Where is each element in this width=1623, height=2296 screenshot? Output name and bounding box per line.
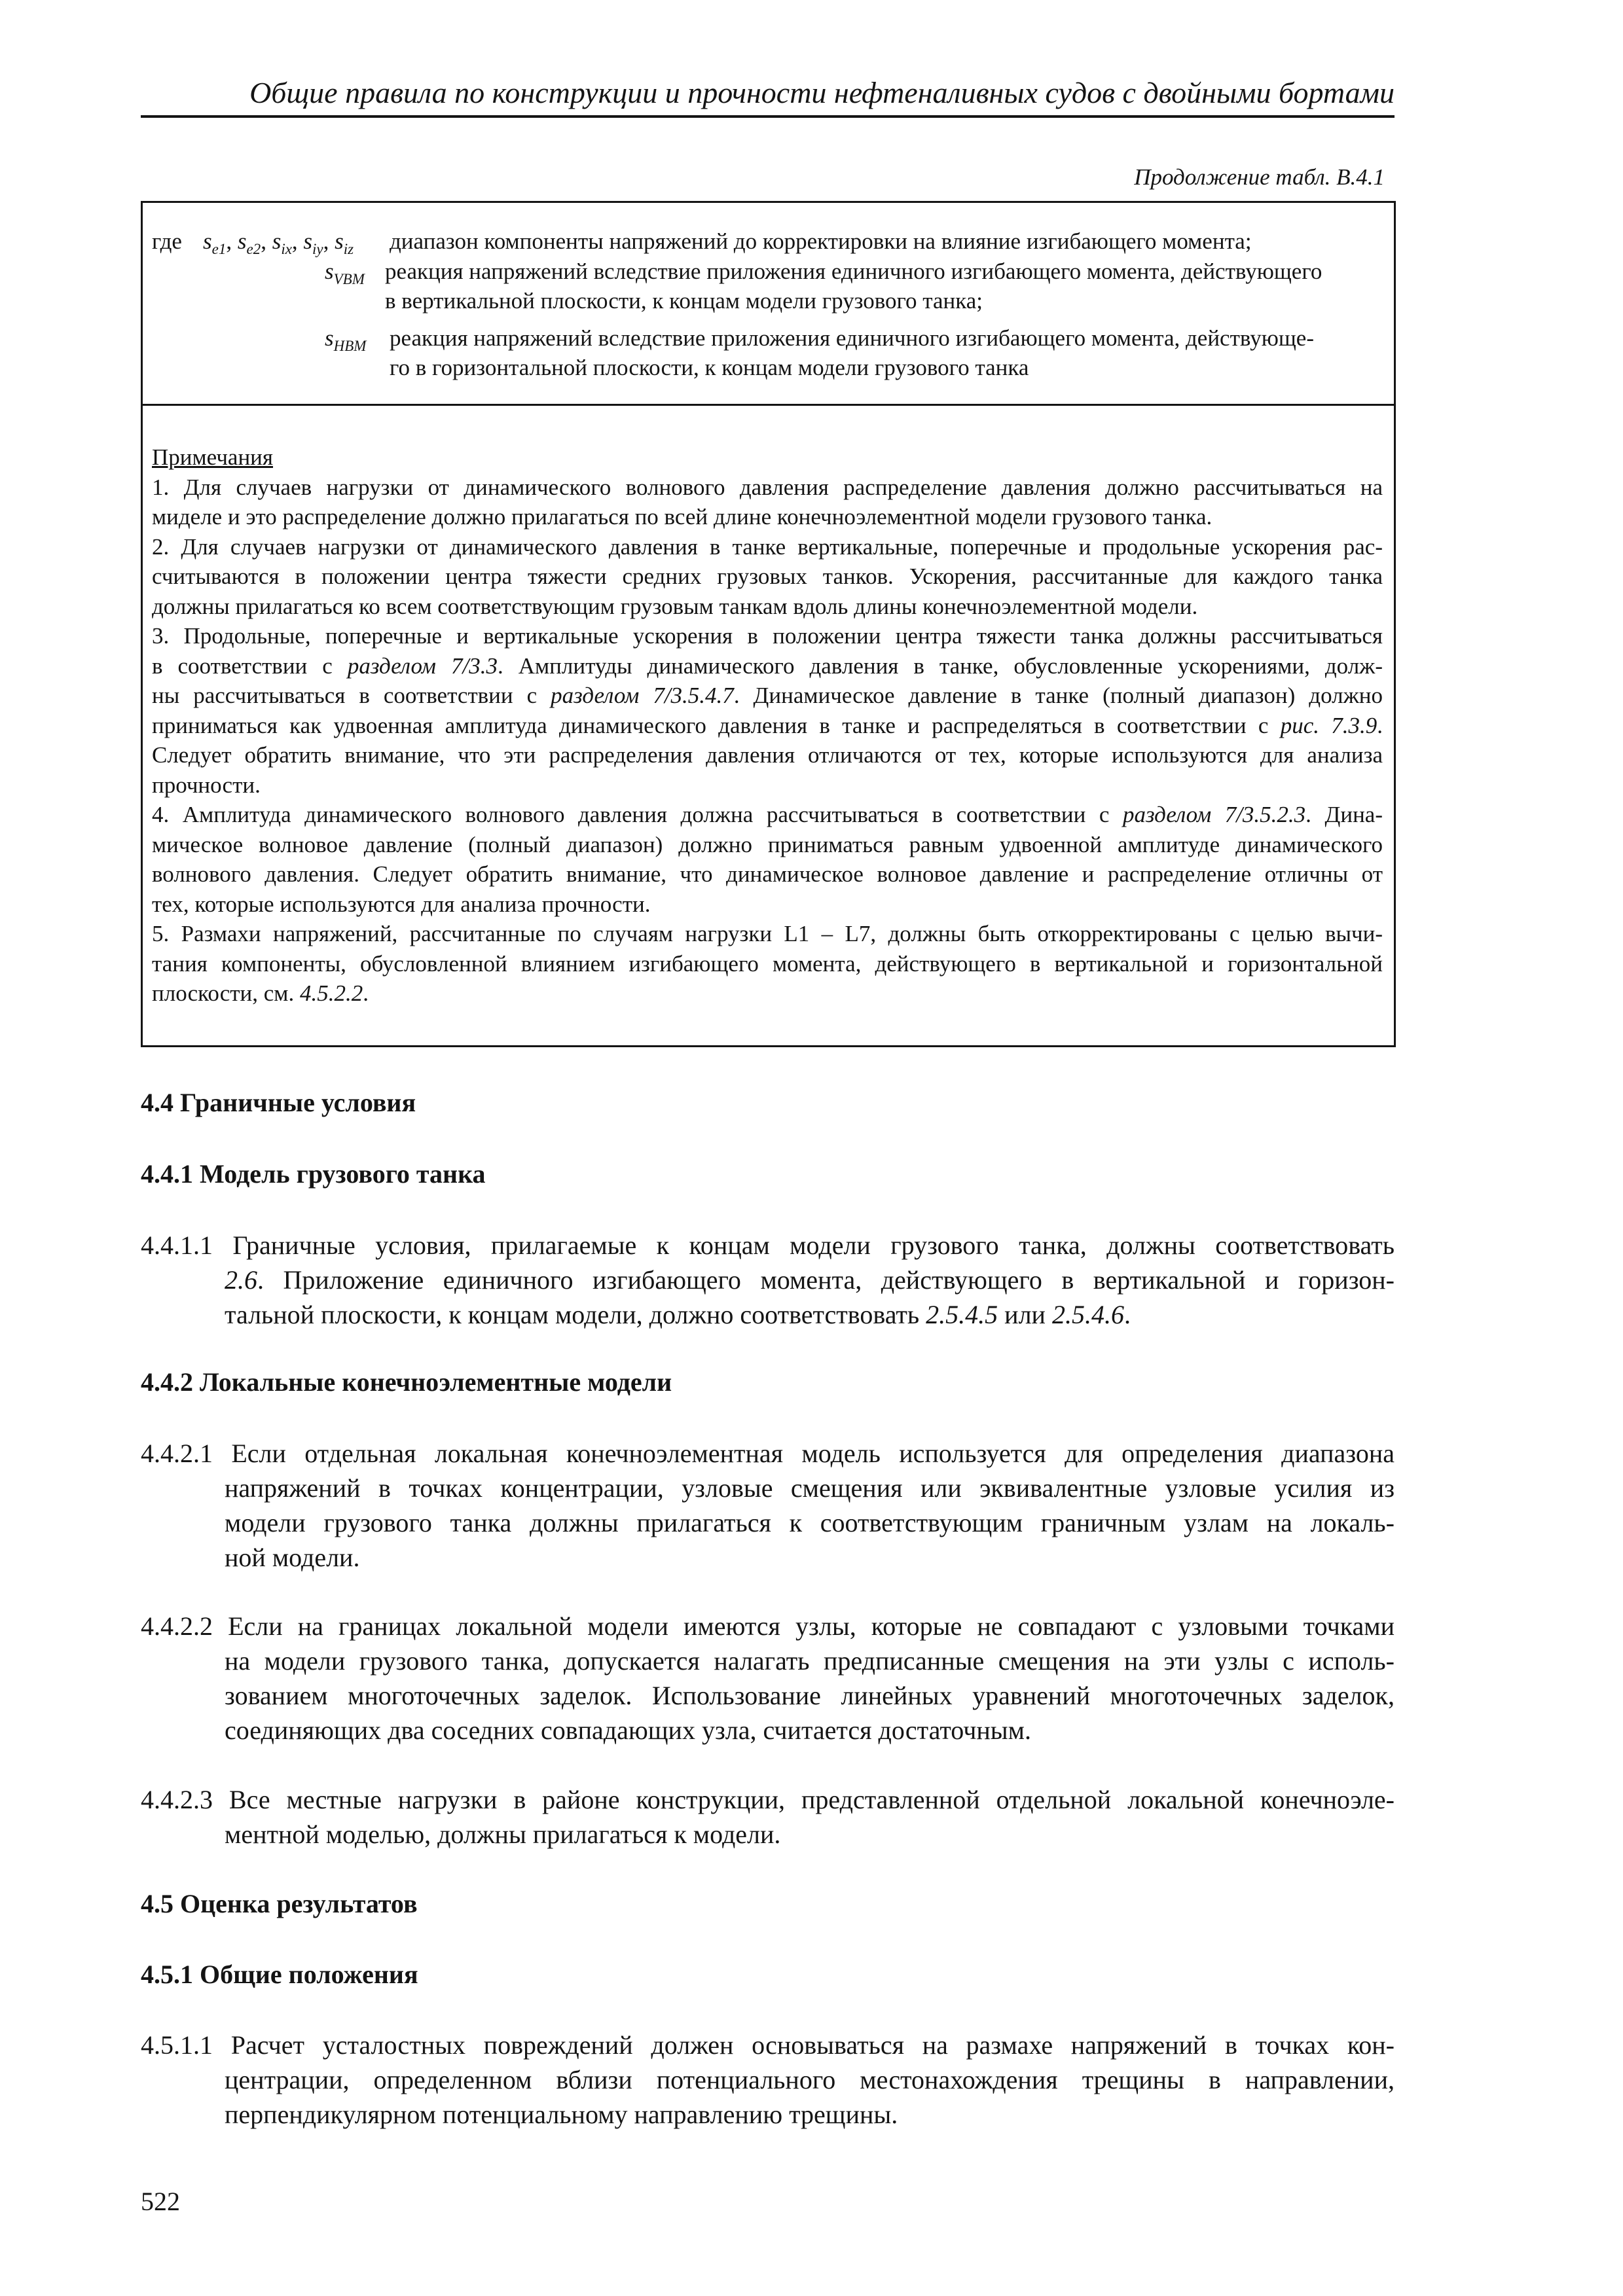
note-2-line: 2. Для случаев нагрузки от динамического давления в танке вертикальные, поперечные и продольные ускорения рас- bbox=[152, 533, 1383, 560]
paragraph-line: напряжений в точках концентрации, узловые смещения или эквивалентные узловые усилия из bbox=[225, 1473, 1395, 1503]
paragraph-line: соединяющих два соседних совпадающих узла, считается достаточным. bbox=[225, 1715, 1031, 1745]
section-heading-4-4-2: 4.4.2 Локальные конечноэлементные модели bbox=[141, 1367, 672, 1397]
symbol-se2: $s_{e2}$, bbox=[237, 228, 272, 257]
note-5-line: 5. Размахи напряжений, рассчитанные по случаям нагрузки L1 – L7, должны быть откорректированы с целью вычи- bbox=[152, 921, 1383, 946]
definition-text-hbm-line2: го в горизонтальной плоскости, к концам модели грузового танка bbox=[390, 355, 1029, 380]
symbol-svbm: $s_{VBM}$ bbox=[325, 259, 365, 287]
note-5-line: плоскости, см. 4.5.2.2. bbox=[152, 980, 369, 1006]
paragraph-4-4-2-1 bbox=[141, 1436, 1395, 1575]
paragraph-line: тальной плоскости, к концам модели, должно соответствовать 2.5.4.5 или 2.5.4.6. bbox=[225, 1300, 1131, 1329]
note-4-line: 4. Амплитуда динамического волнового давления должна рассчитываться в соответствии с разделом 7/3.5.2.3. Дина- bbox=[152, 802, 1383, 827]
paragraph-line: центрации, определенном вблизи потенциального местонахождения трещины в направлении, bbox=[225, 2065, 1395, 2094]
paragraph-4-4-2-3 bbox=[141, 1782, 1395, 1852]
paragraph-4-4-2-2 bbox=[141, 1609, 1395, 1748]
table-caption: Продолжение табл. B.4.1 bbox=[1134, 164, 1385, 190]
symbol-se1: $s_{e1}$, bbox=[203, 228, 238, 257]
note-1-line: миделе и это распределение должно прилагаться по всей длине конечноэлементной модели грузового танка. bbox=[152, 504, 1213, 529]
note-4-reference: разделом 7/3.5.2.3 bbox=[1122, 802, 1306, 827]
symbol-siy: $s_{iy}$, bbox=[303, 228, 335, 257]
symbol-siz: $s_{iz}$ bbox=[335, 228, 354, 257]
note-4-line: волнового давления. Следует обратить внимание, что динамическое волновое давление и распределение отличны от bbox=[152, 861, 1383, 887]
section-heading-4-4: 4.4 Граничные условия bbox=[141, 1088, 416, 1117]
note-2-line: должны прилагаться ко всем соответствующим грузовым танкам вдоль длины конечноэлементной модели. bbox=[152, 593, 1198, 619]
paragraph-line: зованием многоточечных заделок. Использование линейных уравнений многоточечных заделок, bbox=[225, 1681, 1395, 1710]
clause-reference: 2.5.4.6 bbox=[1051, 1300, 1124, 1329]
note-3-line: Следует обратить внимание, что эти распределения давления отличаются от тех, которые используются для анализа bbox=[152, 742, 1383, 768]
definition-text-stress-components: диапазон компоненты напряжений до корректировки на влияние изгибающего момента; bbox=[390, 228, 1252, 254]
clause-reference: 2.5.4.5 bbox=[926, 1300, 998, 1329]
notes-title: Примечания bbox=[152, 444, 274, 470]
note-2-line: считываются в положении центра тяжести средних грузовых танков. Ускорения, рассчитанные для каждого танка bbox=[152, 564, 1383, 589]
notes-block bbox=[152, 442, 1383, 1009]
note-1-line: 1. Для случаев нагрузки от динамического волнового давления распределение давления должно рассчитываться на bbox=[152, 474, 1383, 500]
definition-text-vbm-line1: реакция напряжений вследствие приложения единичного изгибающего момента, действующего bbox=[385, 259, 1322, 284]
note-3-line: в соответствии с разделом 7/3.3. Амплитуды динамического давления в танке, обусловленные ускорениями, долж- bbox=[152, 653, 1383, 679]
paragraph-line: 4.4.1.1 Граничные условия, прилагаемые к концам модели грузового танка, должны соответствовать bbox=[141, 1230, 1395, 1260]
note-3-reference: разделом 7/3.3 bbox=[347, 653, 498, 679]
definition-text-vbm-line2: в вертикальной плоскости, к концам модели грузового танка; bbox=[385, 288, 983, 314]
symbol-shbm: $s_{HBM}$ bbox=[325, 325, 367, 354]
paragraph-line: на модели грузового танка, допускается налагать предписанные смещения на эти узлы с исполь- bbox=[225, 1646, 1395, 1676]
page-number: 522 bbox=[141, 2187, 180, 2216]
note-3-line: 3. Продольные, поперечные и вертикальные ускорения в положении центра тяжести танка должны рассчитываться bbox=[152, 623, 1383, 649]
paragraph-line: модели грузового танка должны прилагаться к соответствующим граничным узлам на локаль- bbox=[225, 1508, 1395, 1537]
note-5-line: тания компоненты, обусловленной влиянием изгибающего момента, действующего в вертикальной и горизонтальной bbox=[152, 950, 1383, 977]
table-row-divider bbox=[141, 404, 1394, 406]
note-3-figure-reference: рис. 7.3.9 bbox=[1280, 712, 1377, 738]
note-5-reference: 4.5.2.2 bbox=[299, 980, 363, 1006]
where-label: где bbox=[152, 228, 182, 254]
paragraph-line: 4.5.1.1 Расчет усталостных повреждений должен основываться на размахе напряжений в точках кон- bbox=[141, 2030, 1395, 2060]
note-4-line: мическое волновое давление (полный диапазон) должно приниматься равным удвоенной амплитуде динамического bbox=[152, 831, 1383, 857]
paragraph-line: 4.4.2.3 Все местные нагрузки в районе конструкции, представленной отдельной локальной конечноэле- bbox=[141, 1785, 1395, 1814]
header-rule bbox=[141, 115, 1395, 118]
paragraph-line: 4.4.2.2 Если на границах локальной модели имеются узлы, которые не совпадают с узловыми точками bbox=[141, 1611, 1395, 1641]
section-heading-4-4-1: 4.4.1 Модель грузового танка bbox=[141, 1159, 486, 1189]
paragraph-4-4-1-1 bbox=[141, 1228, 1395, 1332]
definition-text-hbm-line1: реакция напряжений вследствие приложения единичного изгибающего момента, действующе- bbox=[390, 325, 1314, 351]
note-3-reference: разделом 7/3.5.4.7 bbox=[551, 683, 734, 708]
paragraph-line: 2.6. Приложение единичного изгибающего момента, действующего в вертикальной и горизон- bbox=[225, 1265, 1395, 1295]
paragraph-line: 4.4.2.1 Если отдельная локальная конечноэлементная модель используется для определения диапазона bbox=[141, 1439, 1395, 1468]
symbol-six: $s_{ix}$, bbox=[272, 228, 304, 257]
note-3-line: прочности. bbox=[152, 772, 261, 798]
note-3-line: приниматься как удвоенная амплитуда динамического давления в танке и распределяться в соответствии с рис. 7.3.9. bbox=[152, 712, 1383, 738]
paragraph-line: ментной моделью, должны прилагаться к модели. bbox=[225, 1820, 781, 1849]
paragraph-line: перпендикулярном потенциальному направлению трещины. bbox=[225, 2100, 898, 2129]
note-3-line: ны рассчитываться в соответствии с разделом 7/3.5.4.7. Динамическое давление в танке (полный диапазон) должно bbox=[152, 683, 1383, 708]
clause-reference: 2.6 bbox=[225, 1265, 257, 1295]
running-header: Общие правила по конструкции и прочности нефтеналивных судов с двойными бортами bbox=[249, 76, 1395, 109]
paragraph-4-5-1-1 bbox=[141, 2028, 1395, 2132]
paragraph-line: ной модели. bbox=[225, 1543, 360, 1572]
section-heading-4-5-1: 4.5.1 Общие положения bbox=[141, 1960, 418, 1989]
note-4-line: тех, которые используются для анализа прочности. bbox=[152, 891, 651, 917]
section-heading-4-5: 4.5 Оценка результатов bbox=[141, 1889, 418, 1918]
